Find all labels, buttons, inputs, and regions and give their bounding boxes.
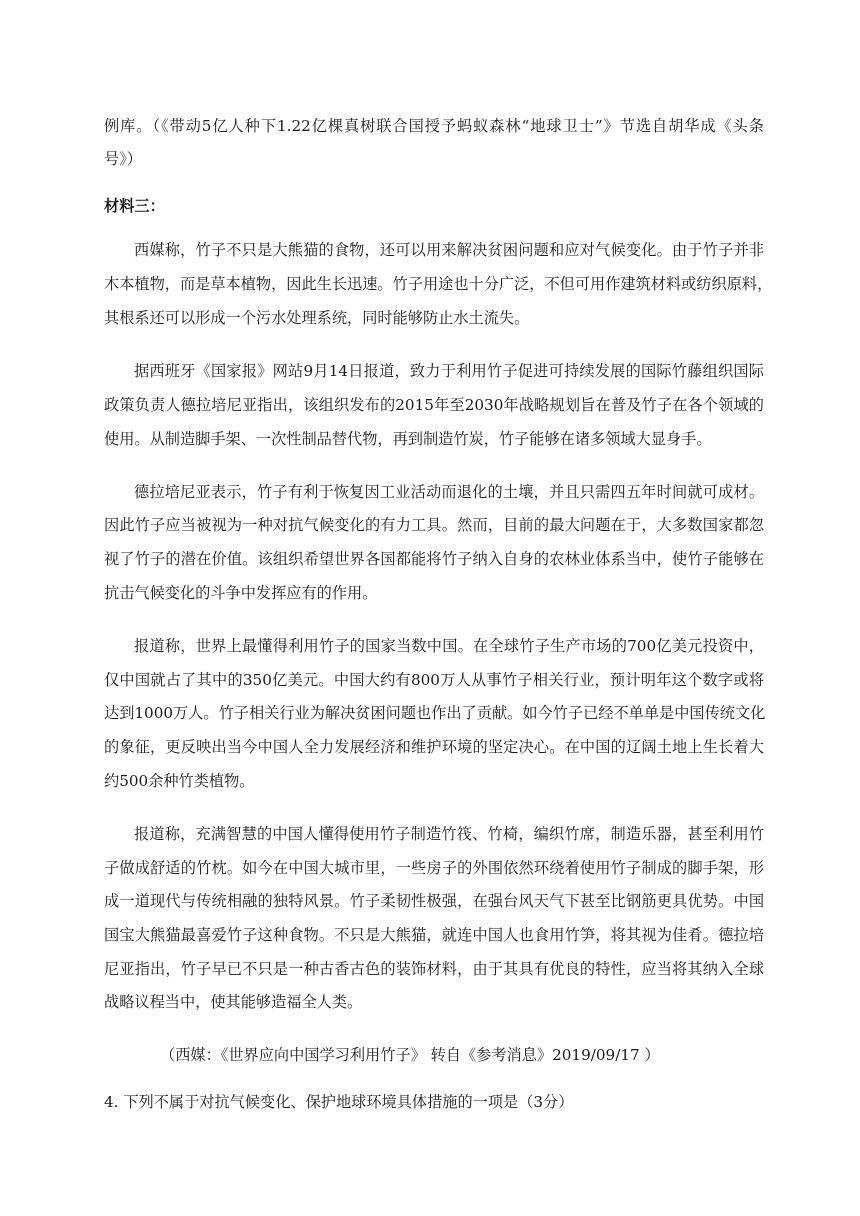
paragraph-line: 战略议程当中，使其能够造福全人类。 (104, 993, 363, 1011)
paragraph-line: 西媒称，竹子不只是大熊猫的食物，还可以用来解决贫困问题和应对气候变化。由于竹子并非 (134, 241, 764, 259)
paragraph-line: 据西班牙《国家报》网站9月14日报道，致力于利用竹子促进可持续发展的国际竹藤组织国际 (134, 362, 764, 380)
paragraph-line: 约500余种竹类植物。 (104, 772, 255, 790)
material-heading: 材料三： (104, 197, 165, 215)
paragraph-line: 的象征，更反映出当今中国人全力发展经济和维护环境的坚定决心。在中国的辽阔土地上生长着大 (104, 738, 764, 756)
paragraph-line: 抗击气候变化的斗争中发挥应有的作用。 (104, 584, 378, 602)
paragraph-line: 报道称，世界上最懂得利用竹子的国家当数中国。在全球竹子生产市场的700亿美元投资中， (134, 637, 764, 655)
paragraph-line: 使用。从制造脚手架、一次性制品替代物，再到制造竹炭，竹子能够在诸多领域大显身手。 (104, 430, 712, 448)
paragraph-line: 因此竹子应当被视为一种对抗气候变化的有力工具。然而，目前的最大问题在于，大多数国家都忽 (104, 516, 764, 534)
paragraph-line: 报道称，充满智慧的中国人懂得使用竹子制造竹筏、竹椅，编织竹席，制造乐器，甚至利用竹 (134, 825, 764, 843)
paragraph-line: 视了竹子的潜在价值。该组织希望世界各国都能将竹子纳入自身的农林业体系当中，使竹子能够在 (104, 550, 764, 568)
paragraph-line: 政策负责人德拉培尼亚指出，该组织发布的2015年至2030年战略规划旨在普及竹子在各个领域的 (104, 396, 764, 414)
paragraph-line: 尼亚指出，竹子早已不只是一种古香古色的装饰材料，由于其具有优良的特性，应当将其纳入全球 (104, 960, 764, 978)
paragraph-line: 其根系还可以形成一个污水处理系统，同时能够防止水土流失。 (104, 309, 530, 327)
intro-line-2: 号》） (104, 150, 142, 168)
paragraph-line: 国宝大熊猫最喜爱竹子这种食物。不只是大熊猫，就连中国人也食用竹笋，将其视为佳肴。德拉培 (104, 926, 764, 944)
paragraph-line: 木本植物，而是草本植物，因此生长迅速。竹子用途也十分广泛，不但可用作建筑材料或纺织原料， (104, 275, 773, 293)
paragraph-line: 子做成舒适的竹枕。如今在中国大城市里，一些房子的外围依然环绕着使用竹子制成的脚手架，形 (104, 859, 764, 877)
paragraph-line: 仅中国就占了其中的350亿美元。中国大约有800万人从事竹子相关行业，预计明年这个数字或将 (104, 671, 764, 689)
question-4: 4. 下列不属于对抗气候变化、保护地球环境具体措施的一项是（3分） (104, 1093, 574, 1111)
paragraph-line: 德拉培尼亚表示，竹子有利于恢复因工业活动而退化的土壤，并且只需四五年时间就可成材。 (134, 483, 764, 501)
paragraph-line: 成一道现代与传统相融的独特风景。竹子柔韧性极强，在强台风天气下甚至比钢筋更具优势。中国 (104, 892, 764, 910)
intro-line-1: 例库。（《带动5亿人种下1.22亿棵真树联合国授予蚂蚁森林“地球卫士”》节选自胡华成《头条 (104, 117, 764, 135)
source-citation: （西媒：《世界应向中国学习利用竹子》 转自《参考消息》2019/09/17 ） (160, 1046, 660, 1064)
paragraph-line: 达到1000万人。竹子相关行业为解决贫困问题也作出了贡献。如今竹子已经不单单是中国传统文化 (104, 704, 766, 722)
